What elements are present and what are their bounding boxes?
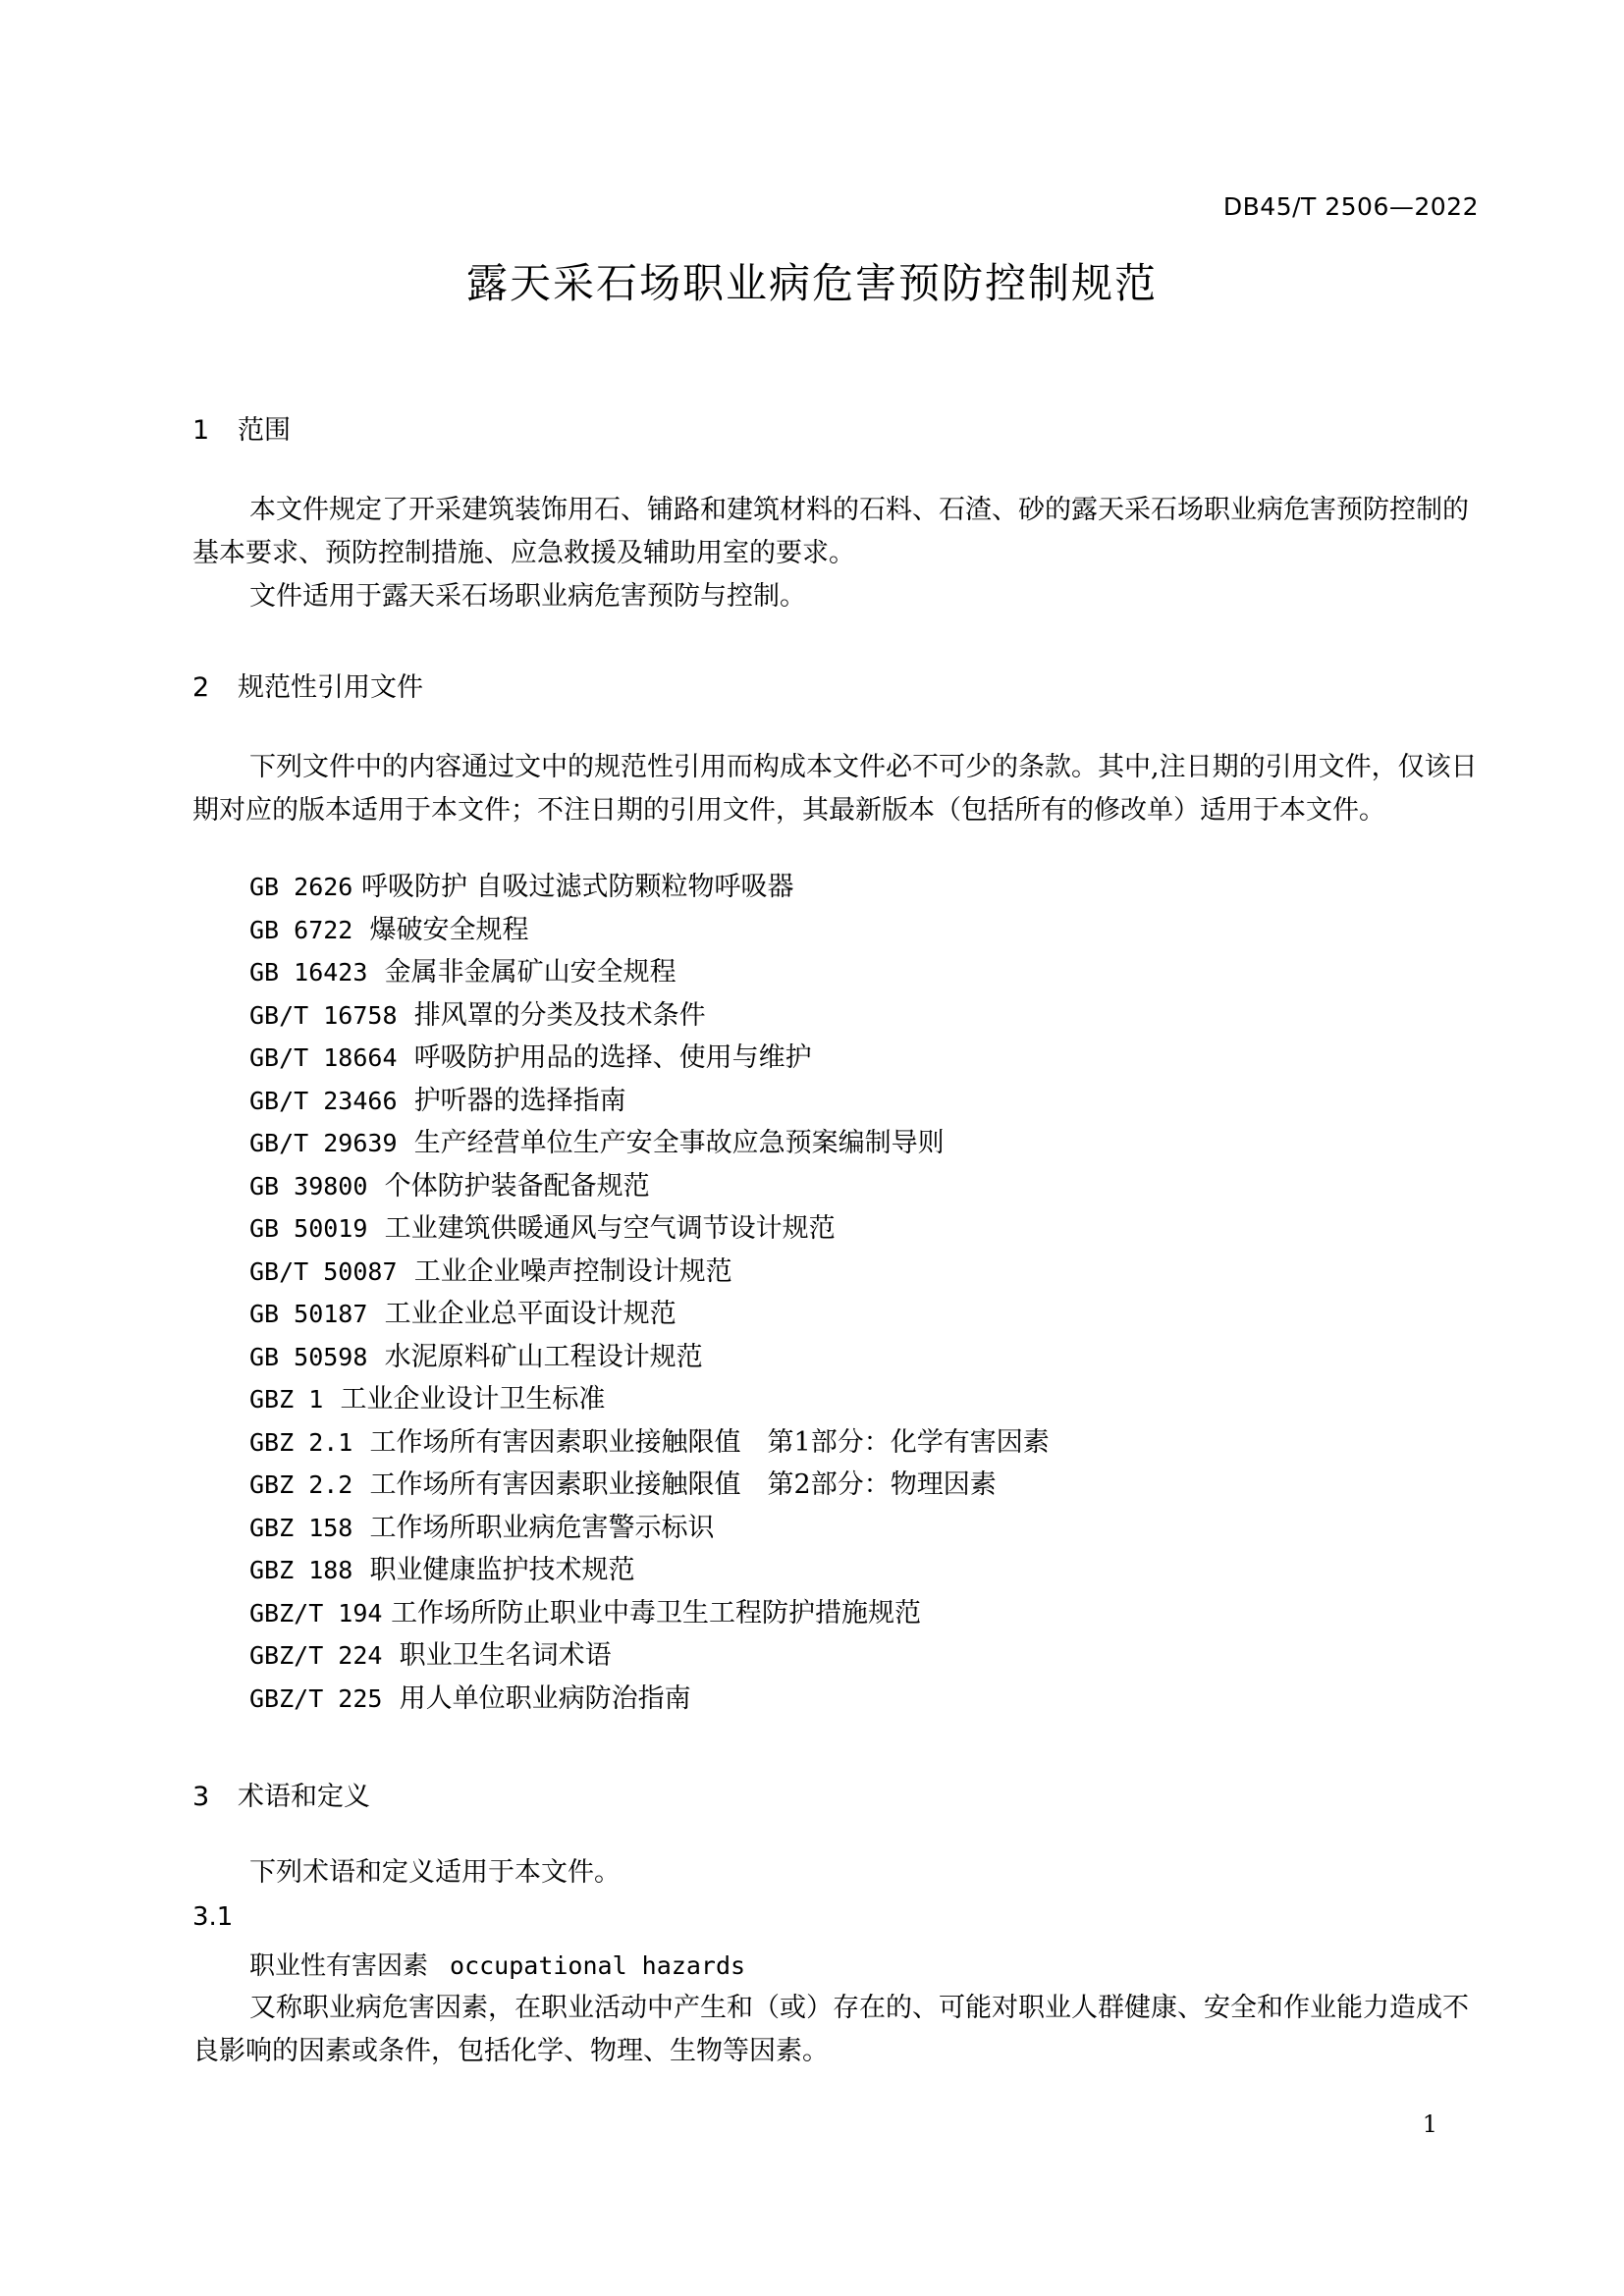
list-item — [249, 1421, 1050, 1465]
term-definition: 又称职业病危害因素，在职业活动中产生和（或）存在的、可能对职业人群健康、安全和作业能力造成不良影响的因素或条件，包括化学、物理、生物等因素。 — [192, 1993, 1469, 2066]
reference-list — [249, 866, 1050, 1720]
page-number: 1 — [1422, 2110, 1437, 2138]
section-title: 范围 — [238, 415, 291, 446]
reference-title: 金属非金属矿山安全规程 — [384, 957, 677, 988]
reference-code: GBZ 1 — [249, 1385, 324, 1414]
section-number: 1 — [192, 415, 210, 446]
reference-title: 生产经营单位生产安全事故应急预案编制导则 — [413, 1128, 945, 1158]
list-item — [249, 1507, 1050, 1550]
section-title: 术语和定义 — [238, 1782, 370, 1812]
list-item — [249, 1549, 1050, 1592]
reference-title: 个体防护装备配备规范 — [384, 1170, 650, 1201]
reference-code: GB/T 50087 — [249, 1256, 398, 1286]
list-item — [249, 1336, 1050, 1379]
reference-code: GBZ/T 225 — [249, 1683, 383, 1713]
references-intro: 下列文件中的内容通过文中的规范性引用而构成本文件必不可少的条款。其中,注日期的引用文件，仅该日期对应的版本适用于本文件；不注日期的引用文件，其最新版本（包括所有的修改单）适用于本文件。 — [192, 752, 1478, 826]
reference-code: GB/T 16758 — [249, 1000, 398, 1030]
reference-code: GBZ 158 — [249, 1513, 353, 1542]
section-2-heading — [192, 666, 423, 704]
reference-code: GB 50019 — [249, 1214, 368, 1243]
list-item — [249, 1293, 1050, 1336]
reference-title: 职业健康监护技术规范 — [369, 1555, 635, 1585]
reference-code: GBZ/T 224 — [249, 1641, 383, 1670]
list-item — [249, 1080, 1050, 1123]
list-item — [249, 1165, 1050, 1208]
list-item — [249, 951, 1050, 994]
reference-title: 水泥原料矿山工程设计规范 — [384, 1341, 703, 1372]
section-number: 3 — [192, 1782, 210, 1812]
reference-code: GBZ/T 194 — [249, 1598, 383, 1628]
list-item — [249, 909, 1050, 952]
reference-title: 工作场所防止职业中毒卫生工程防护措施规范 — [391, 1597, 922, 1629]
reference-title: 呼吸防护用品的选择、使用与维护 — [413, 1042, 812, 1073]
term-english: occupational hazards — [450, 1951, 746, 1980]
list-item — [249, 1634, 1050, 1678]
reference-title: 工业企业总平面设计规范 — [384, 1299, 677, 1329]
term-number: 3.1 — [192, 1902, 234, 1932]
reference-title: 工作场所职业病危害警示标识 — [369, 1512, 715, 1543]
reference-code: GBZ 2.1 — [249, 1427, 353, 1457]
reference-title: 工作场所有害因素职业接触限值 第2部分：物理因素 — [369, 1469, 997, 1500]
applicability-paragraph: 文件适用于露天采石场职业病危害预防与控制。 — [249, 581, 806, 612]
reference-title: 职业卫生名词术语 — [399, 1640, 612, 1671]
section-1-heading — [192, 408, 291, 447]
list-item — [249, 866, 1050, 909]
reference-code: GB/T 18664 — [249, 1043, 398, 1072]
list-item — [249, 1122, 1050, 1165]
list-item — [249, 1464, 1050, 1507]
reference-code: GB 39800 — [249, 1171, 368, 1201]
list-item — [249, 1207, 1050, 1251]
term-heading — [249, 1946, 745, 1982]
document-title: 露天采石场职业病危害预防控制规范 — [465, 259, 1158, 307]
list-item — [249, 1592, 1050, 1635]
reference-title: 工业企业设计卫生标准 — [340, 1384, 606, 1415]
reference-code: GB 50598 — [249, 1342, 368, 1371]
reference-title: 工业企业噪声控制设计规范 — [413, 1255, 732, 1287]
section-title: 规范性引用文件 — [238, 672, 423, 703]
term-chinese: 职业性有害因素 — [249, 1951, 429, 1981]
terms-intro: 下列术语和定义适用于本文件。 — [249, 1857, 621, 1888]
reference-title: 用人单位职业病防治指南 — [399, 1682, 691, 1714]
reference-code: GB 16423 — [249, 958, 368, 987]
reference-code: GB 50187 — [249, 1300, 368, 1328]
list-item — [249, 1678, 1050, 1721]
reference-title: 爆破安全规程 — [369, 914, 529, 945]
reference-code: GBZ 188 — [249, 1556, 353, 1584]
section-number: 2 — [192, 672, 210, 703]
standard-code: DB45/T 2506—2022 — [1222, 192, 1479, 221]
reference-title: 工作场所有害因素职业接触限值 第1部分：化学有害因素 — [369, 1426, 1050, 1458]
list-item — [249, 1378, 1050, 1421]
reference-title: 工业建筑供暖通风与空气调节设计规范 — [384, 1213, 836, 1244]
reference-title: 护听器的选择指南 — [413, 1085, 626, 1116]
list-item — [249, 1251, 1050, 1294]
scope-paragraph: 本文件规定了开采建筑装饰用石、铺路和建筑材料的石料、石渣、砂的露天采石场职业病危害预防控制的基本要求、预防控制措施、应急救援及辅助用室的要求。 — [192, 495, 1469, 568]
reference-code: GBZ 2.2 — [249, 1470, 353, 1499]
reference-code: GB 6722 — [249, 915, 353, 944]
reference-code: GB/T 29639 — [249, 1129, 398, 1157]
reference-code: GB 2626 — [249, 873, 353, 901]
reference-title: 呼吸防护 自吸过滤式防颗粒物呼吸器 — [360, 872, 794, 902]
reference-title: 排风罩的分类及技术条件 — [413, 999, 706, 1031]
list-item — [249, 1037, 1050, 1080]
reference-code: GB/T 23466 — [249, 1086, 398, 1115]
section-3-heading — [192, 1775, 370, 1813]
list-item — [249, 994, 1050, 1038]
